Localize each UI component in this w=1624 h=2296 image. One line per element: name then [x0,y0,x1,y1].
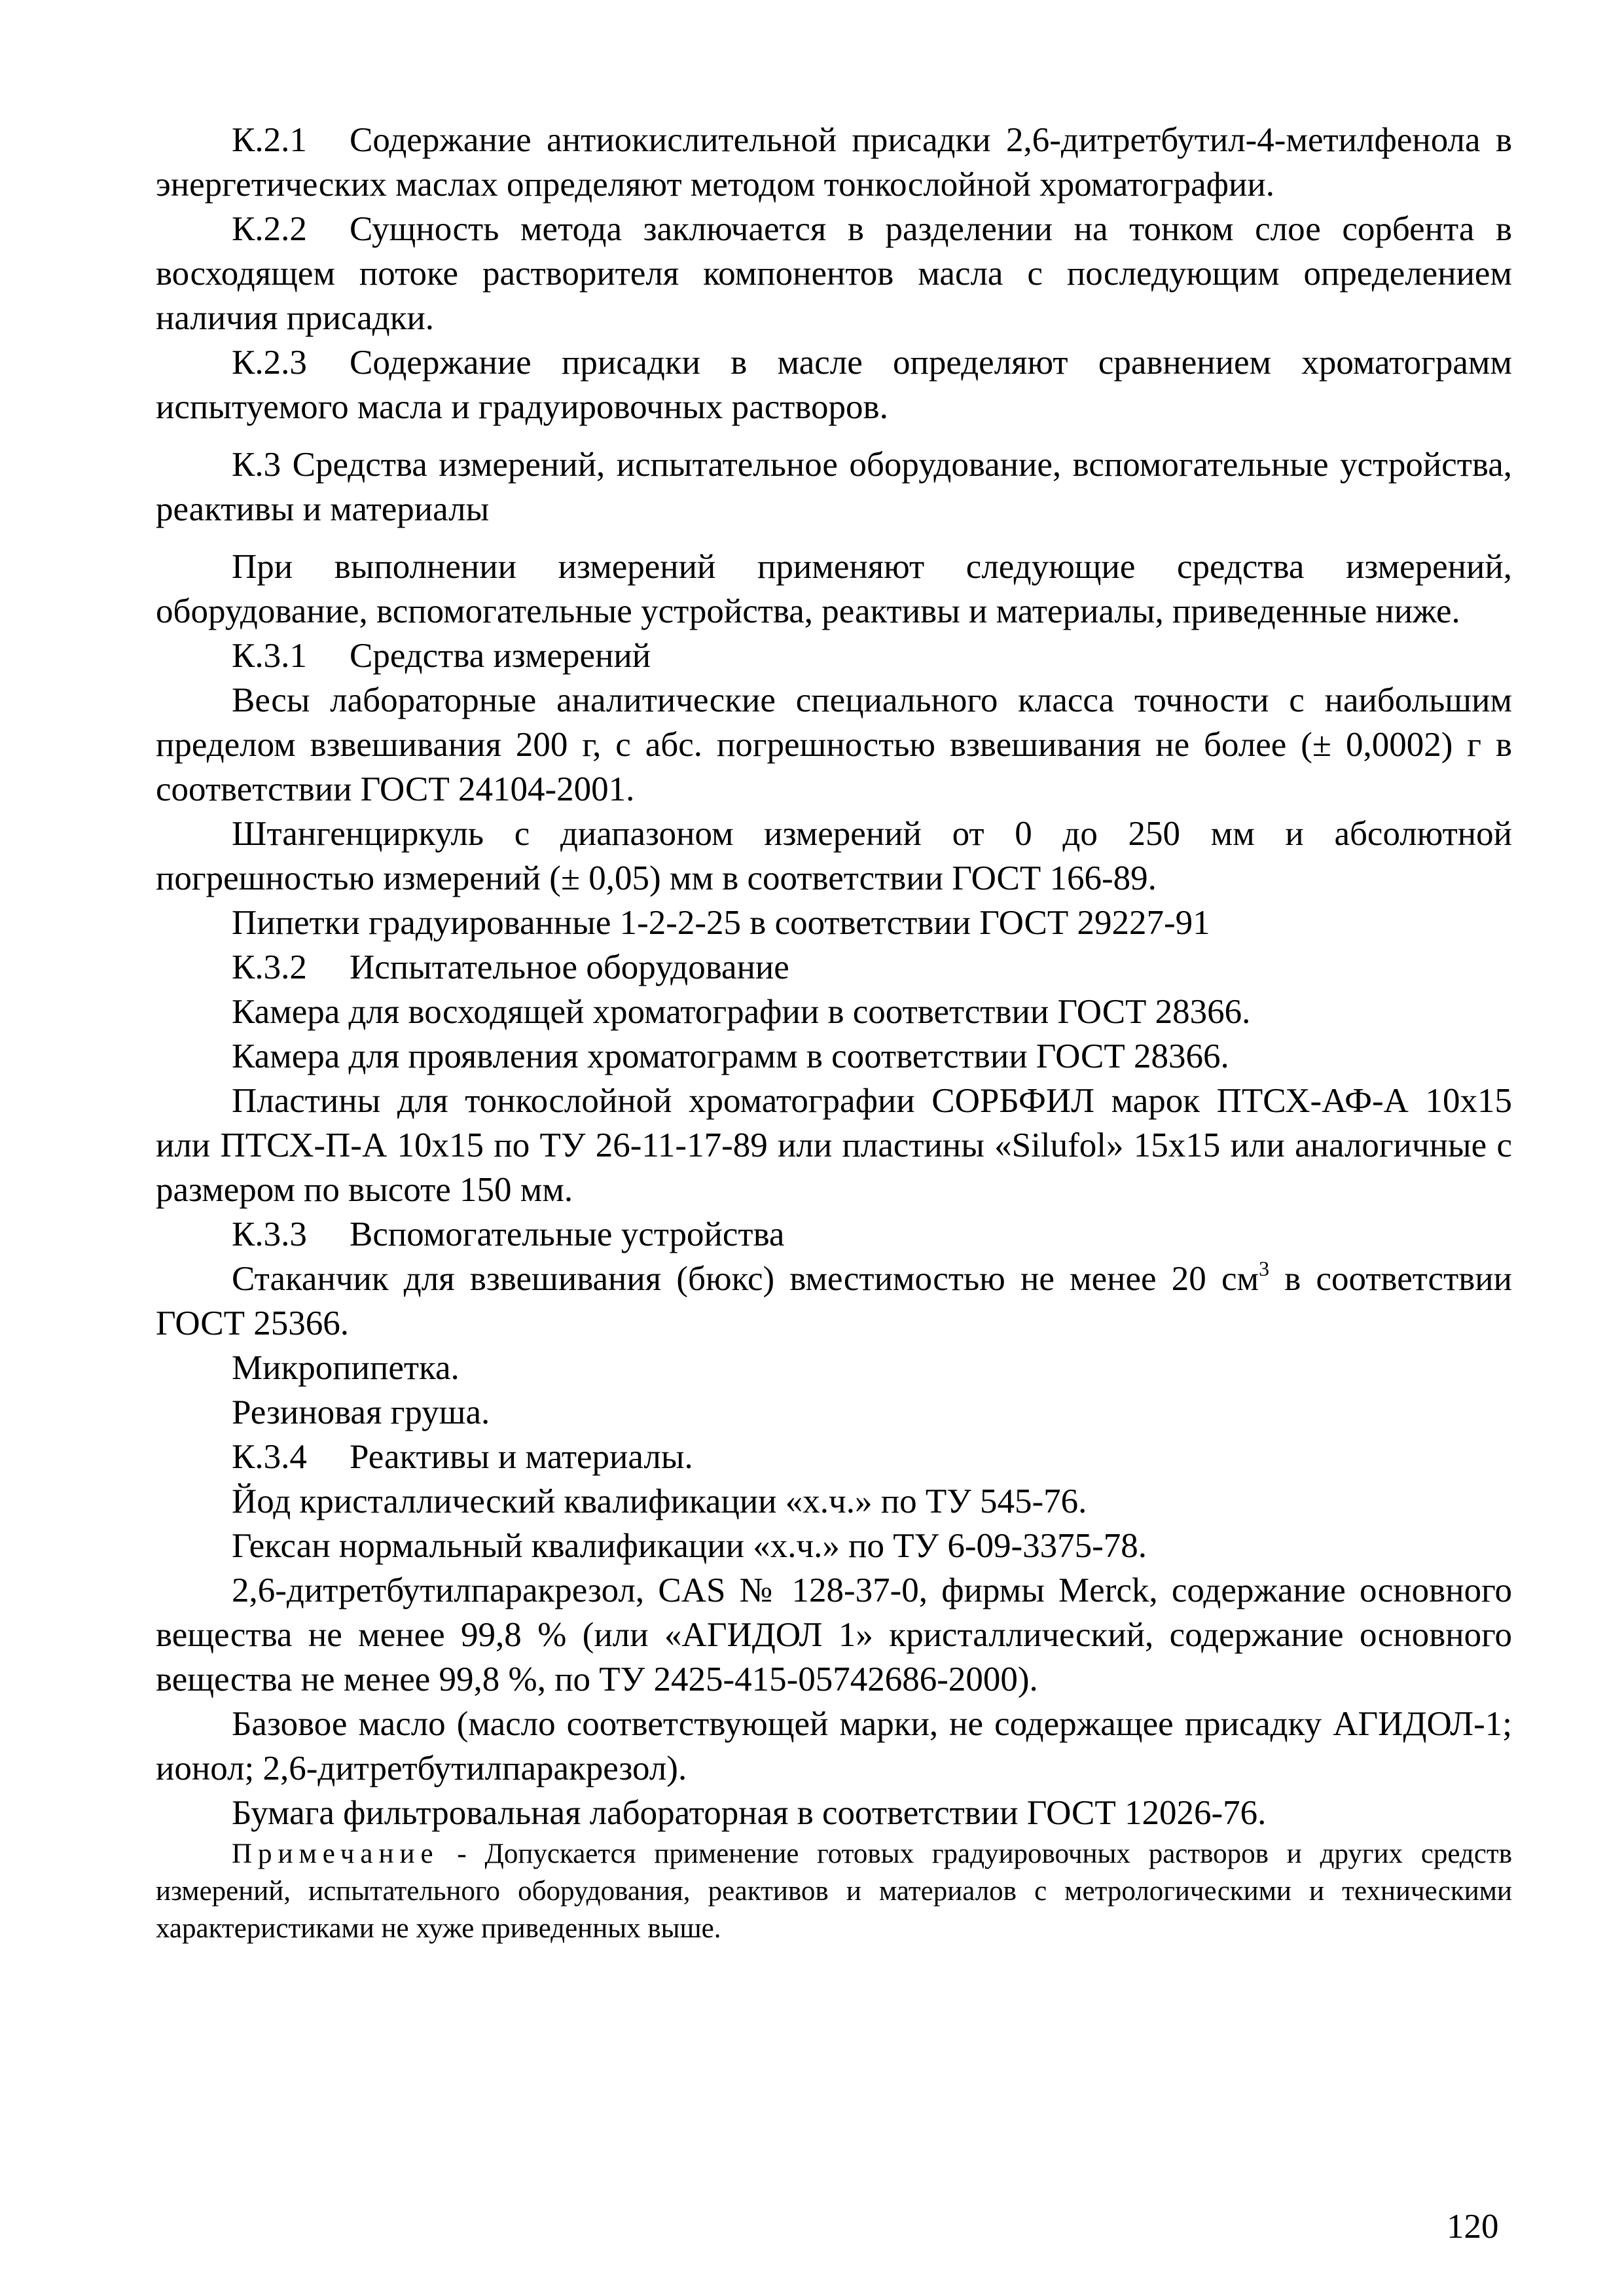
list-item: Камера для восходящей хроматографии в соответствии ГОСТ 28366. [232,993,1251,1031]
clause-text: Содержание антиокислительной присадки 2,6-дитретбутил-4-метилфенола в энергетических маслах определяют методом тонкослойной хроматографии. [156,121,1512,204]
superscript: 3 [1259,1257,1270,1280]
subsection-title: Вспомогательные устройства [350,1215,785,1253]
clause-number: К.3.1 [232,637,307,675]
subsection-heading-k3-3 [156,1212,1512,1257]
list-item: Гексан нормальный квалификации «х.ч.» по ТУ 6-09-3375-78. [232,1527,1147,1565]
subsection-title: Реактивы и материалы. [350,1438,693,1476]
list-item: Микропипетка. [232,1349,460,1387]
list-item: Пластины для тонкослойной хроматографии СОРБФИЛ марок ПТСХ-АФ-А 10х15 или ПТСХ-П-А 10х15 по ТУ 26-11-17-89 или пластины «Silufol» 15х15 или аналогичные с размером по высоте 150 мм. [156,1082,1512,1209]
clause-k2-1 [156,118,1512,207]
section-intro: При выполнении измерений применяют следующие средства измерений, оборудование, вспомогательные устройства, реактивы и материалы, приведенные ниже. [156,548,1512,630]
subsection-title: Испытательное оборудование [350,948,789,986]
clause-k2-3 [156,340,1512,429]
subsection-title: Средства измерений [350,637,651,675]
clause-text: Сущность метода заключается в разделении на тонком слое сорбента в восходящем потоке растворителя компонентов масла с последующим определением наличия присадки. [156,210,1512,337]
page-number: 120 [1447,2208,1499,2246]
subsection-heading-k3-2 [156,945,1512,990]
list-item: Йод кристаллический квалификации «х.ч.» по ТУ 545-76. [232,1482,1087,1520]
document-page [156,118,1512,1947]
beaker-text-end: в соответствии ГОСТ 25366. [156,1260,1512,1342]
note [156,1835,1512,1947]
subsection-heading-k3-4 [156,1435,1512,1479]
clause-number: К.2.1 [232,121,307,159]
clause-number: К.3.4 [232,1438,307,1476]
clause-number: К.2.3 [232,344,307,382]
list-item: Базовое масло (масло соответствующей марки, не содержащее присадку АГИДОЛ-1; ионол; 2,6-дитретбутилпаракрезол). [156,1705,1512,1787]
clause-number: К.2.2 [232,210,307,248]
section-heading-k3: К.3 Средства измерений, испытательное оборудование, вспомогательные устройства, реактивы и материалы [156,446,1512,528]
clause-number: К.3.3 [232,1215,307,1253]
list-item: Бумага фильтровальная лабораторная в соответствии ГОСТ 12026-76. [232,1794,1267,1832]
clause-k2-2 [156,207,1512,340]
list-item: Резиновая груша. [232,1393,490,1431]
clause-text: Содержание присадки в масле определяют сравнением хроматограмм испытуемого масла и градуировочных растворов. [156,344,1512,426]
list-item: Весы лабораторные аналитические специального класса точности с наибольшим пределом взвешивания 200 г, с абс. погрешностью взвешивания не более (± 0,0002) г в соответствии ГОСТ 24104-2001. [156,681,1512,808]
subsection-heading-k3-1 [156,634,1512,678]
list-item: Камера для проявления хроматограмм в соответствии ГОСТ 28366. [232,1037,1229,1075]
note-text: - Допускается применение готовых градуировочных растворов и других средств измерений, испытательного оборудования, реактивов и материалов с метрологическими и техническими характеристиками не хуже приведенных выше. [156,1839,1512,1944]
list-item: Пипетки градуированные 1-2-2-25 в соответствии ГОСТ 29227-91 [232,904,1210,942]
list-item: Штангенциркуль с диапазоном измерений от 0 до 250 мм и абсолютной погрешностью измерений (± 0,05) мм в соответствии ГОСТ 166-89. [156,815,1512,897]
list-item: 2,6-дитретбутилпаракрезол, CAS № 128-37-0, фирмы Merck, содержание основного вещества не менее 99,8 % (или «АГИДОЛ 1» кристаллический, содержание основного вещества не менее 99,8 %, по ТУ 2425-415-05742686-2000). [156,1571,1512,1698]
note-label: Примечание [232,1839,439,1869]
list-item [156,1257,1512,1346]
beaker-text: Стаканчик для взвешивания (бюкс) вместимостью не менее 20 см [232,1260,1259,1298]
clause-number: К.3.2 [232,948,307,986]
